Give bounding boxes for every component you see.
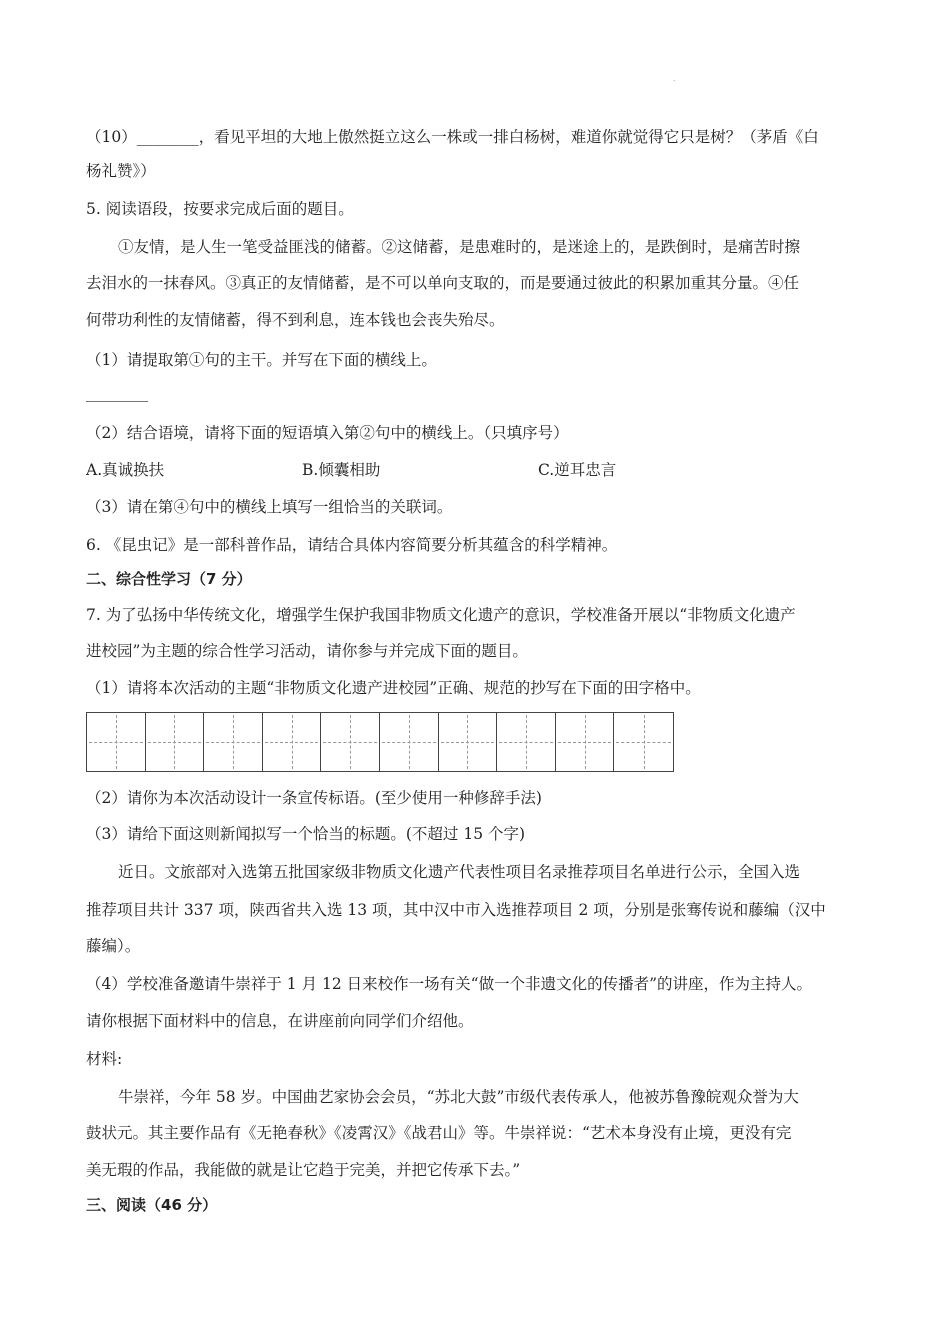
grid-cell[interactable]: [321, 713, 380, 771]
question-7-line1: 7. 为了弘扬中华传统文化，增强学生保护我国非物质文化遗产的意识，学校准备开展以“非物质文化遗产: [86, 606, 796, 624]
question-7-3: （3）请给下面这则新闻拟写一个恰当的标题。(不超过 15 个字): [86, 825, 526, 843]
section-2-heading: 二、综合性学习（7 分）: [86, 570, 252, 588]
passage-line1: ①友情，是人生一笔受益匪浅的储蓄。②这储蓄，是患难时的，是迷途上的，是跌倒时，是痛苦时擦: [118, 238, 801, 256]
question-5-title: 5. 阅读语段，按要求完成后面的题目。: [86, 200, 354, 218]
tianzige-grid[interactable]: [86, 712, 674, 772]
passage-line2: 去泪水的一抹春风。③真正的友情储蓄，是不可以单向支取的，而是要通过彼此的积累加重其分量。④任: [86, 274, 800, 292]
question-10-line1: （10）________，看见平坦的大地上傲然挺立这么一株或一排白杨树，难道你就觉得它只是树？（茅盾《白: [86, 128, 819, 146]
question-5-1: （1）请提取第①句的主干。并写在下面的横线上。: [86, 351, 437, 369]
grid-cell[interactable]: [556, 713, 615, 771]
question-7-4-line2: 请你根据下面材料中的信息，在讲座前向同学们介绍他。: [86, 1012, 474, 1030]
question-10-line2: 杨礼赞》）: [86, 162, 156, 180]
grid-cell[interactable]: [263, 713, 322, 771]
question-7-line2: 进校园”为主题的综合性学习活动，请你参与并完成下面的题目。: [86, 642, 528, 660]
news-line2: 推荐项目共计 337 项，陕西省共入选 13 项，其中汉中市入选推荐项目 2 项，分别是张骞传说和藤编（汉中: [86, 901, 826, 919]
grid-cell[interactable]: [497, 713, 556, 771]
question-5-3: （3）请在第④句中的横线上填写一组恰当的关联词。: [86, 498, 453, 516]
grid-cell[interactable]: [614, 713, 673, 771]
option-a: A.真诚换扶: [86, 461, 165, 479]
question-6: 6. 《昆虫记》是一部科普作品，请结合具体内容简要分析其蕴含的科学精神。: [86, 536, 618, 554]
passage-line3: 何带功利性的友情储蓄，得不到利息，连本钱也会丧失殆尽。: [86, 311, 505, 329]
material-line1: 牛崇祥，今年 58 岁。中国曲艺家协会会员，“苏北大鼓”市级代表传承人，他被苏鲁豫皖观众誉为大: [118, 1088, 799, 1106]
grid-cell[interactable]: [146, 713, 205, 771]
question-7-1: （1）请将本次活动的主题“非物质文化遗产进校园”正确、规范的抄写在下面的田字格中。: [86, 679, 701, 697]
grid-cell[interactable]: [380, 713, 439, 771]
option-b: B.倾囊相助: [302, 461, 381, 479]
grid-cell[interactable]: [87, 713, 146, 771]
news-line3: 藤编）。: [86, 937, 141, 955]
material-line2: 鼓状元。其主要作品有《无艳春秋》《凌霄汉》《战君山》等。牛崇祥说：“艺术本身没有止境，更没有完: [86, 1124, 792, 1142]
grid-cell[interactable]: [204, 713, 263, 771]
question-7-2: （2）请你为本次活动设计一条宣传标语。(至少使用一种修辞手法): [86, 789, 542, 807]
section-3-heading: 三、阅读（46 分）: [86, 1196, 218, 1214]
question-5-2: （2）结合语境，请将下面的短语填入第②句中的横线上。（只填序号）: [86, 424, 569, 442]
question-7-4-line1: （4）学校准备邀请牛崇祥于 1 月 12 日来校作一场有关“做一个非遗文化的传播者”的讲座，作为主持人。: [86, 975, 813, 993]
material-label: 材料:: [86, 1050, 123, 1068]
grid-cell[interactable]: [439, 713, 498, 771]
news-line1: 近日。文旅部对入选第五批国家级非物质文化遗产代表性项目名录推荐项目名单进行公示，全国入选: [118, 863, 801, 881]
header-mark: .: [673, 74, 676, 83]
answer-blank-line: [86, 401, 148, 402]
material-line3: 美无瑕的作品，我能做的就是让它趋于完美，并把它传承下去。”: [86, 1161, 521, 1179]
option-c: C.逆耳忠言: [538, 461, 617, 479]
